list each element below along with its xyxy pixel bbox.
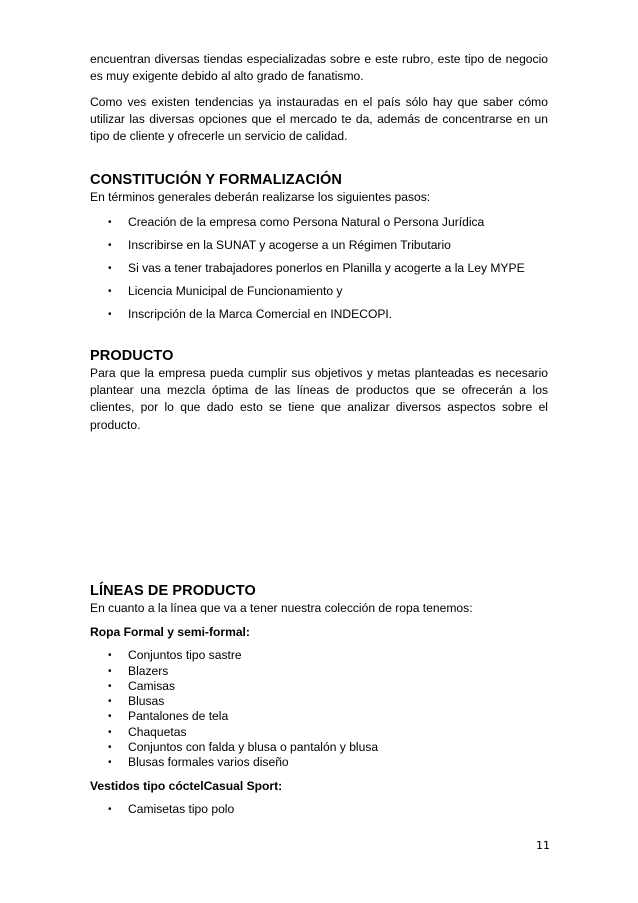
bullet-icon: •: [108, 803, 112, 815]
bullet-icon: •: [108, 696, 112, 708]
list-item: • Blusas formales varios diseño: [108, 755, 289, 770]
list-item: • Camisas: [108, 678, 176, 693]
section-heading-producto: PRODUCTO: [90, 347, 174, 364]
subheading-ropa-formal: Ropa Formal y semi-formal:: [90, 625, 250, 640]
list-item: • Blazers: [108, 663, 169, 678]
document-page: [90, 51, 548, 817]
list-item: • Conjuntos tipo sastre: [108, 648, 242, 663]
subheading-sport: Vestidos tipo cóctelCasual Sport:: [90, 778, 283, 793]
section-heading-constitucion: CONSTITUCIÓN Y FORMALIZACIÓN: [90, 172, 342, 189]
constitucion-lead: En términos generales deberán realizarse los siguientes pasos:: [90, 190, 431, 205]
list-item: • Inscripción de la Marca Comercial en INDECOPI.: [108, 306, 393, 321]
list-item: • Licencia Municipal de Funcionamiento y: [108, 283, 343, 298]
bullet-icon: •: [108, 757, 112, 769]
bullet-icon: •: [108, 285, 112, 297]
producto-paragraph: Para que la empresa pueda cumplir sus objetivos y metas planteadas es necesario plantear una mezcla óptima de las líneas de productos que se ofrecerán a los clientes, por lo que dado esto se tiene que analizar diversos aspectos sobre el producto.: [90, 365, 548, 432]
lineas-lead: En cuanto a la línea que va a tener nuestra colección de ropa tenemos:: [90, 600, 473, 615]
formal-items-list: [90, 648, 548, 770]
intro-paragraph-1: encuentran diversas tiendas especializadas sobre e este rubro, este tipo de negocio es muy exigente debido al alto grado de fanatismo.: [90, 52, 548, 84]
bullet-icon: •: [108, 308, 112, 320]
constitucion-steps-list: [90, 214, 548, 323]
list-item: • Conjuntos con falda y blusa o pantalón y blusa: [108, 740, 379, 755]
list-item: • Si vas a tener trabajadores ponerlos en Planilla y acogerte a la Ley MYPE: [108, 260, 525, 275]
section-heading-lineas: LÍNEAS DE PRODUCTO: [90, 582, 256, 599]
bullet-icon: •: [108, 726, 112, 738]
list-item: • Camisetas tipo polo: [108, 801, 235, 816]
bullet-icon: •: [108, 680, 112, 692]
sport-items-list: [90, 802, 548, 817]
bullet-icon: •: [108, 650, 112, 662]
bullet-icon: •: [108, 239, 112, 251]
bullet-icon: •: [108, 216, 112, 228]
list-item: • Creación de la empresa como Persona Natural o Persona Jurídica: [108, 214, 485, 229]
list-item: • Pantalones de tela: [108, 709, 229, 724]
intro-paragraph-2: Como ves existen tendencias ya instauradas en el país sólo hay que saber cómo utilizar las diversas opciones que el mercado te da, además de concentrarse en un tipo de cliente y ofrecerle un servicio de calidad.: [90, 94, 548, 144]
bullet-icon: •: [108, 711, 112, 723]
list-item: • Blusas: [108, 694, 165, 709]
page-number: 11: [536, 839, 550, 852]
list-item: • Chaquetas: [108, 724, 187, 739]
bullet-icon: •: [108, 742, 112, 754]
bullet-icon: •: [108, 665, 112, 677]
bullet-icon: •: [108, 262, 112, 274]
list-item: • Inscribirse en la SUNAT y acogerse a un Régimen Tributario: [108, 237, 451, 252]
